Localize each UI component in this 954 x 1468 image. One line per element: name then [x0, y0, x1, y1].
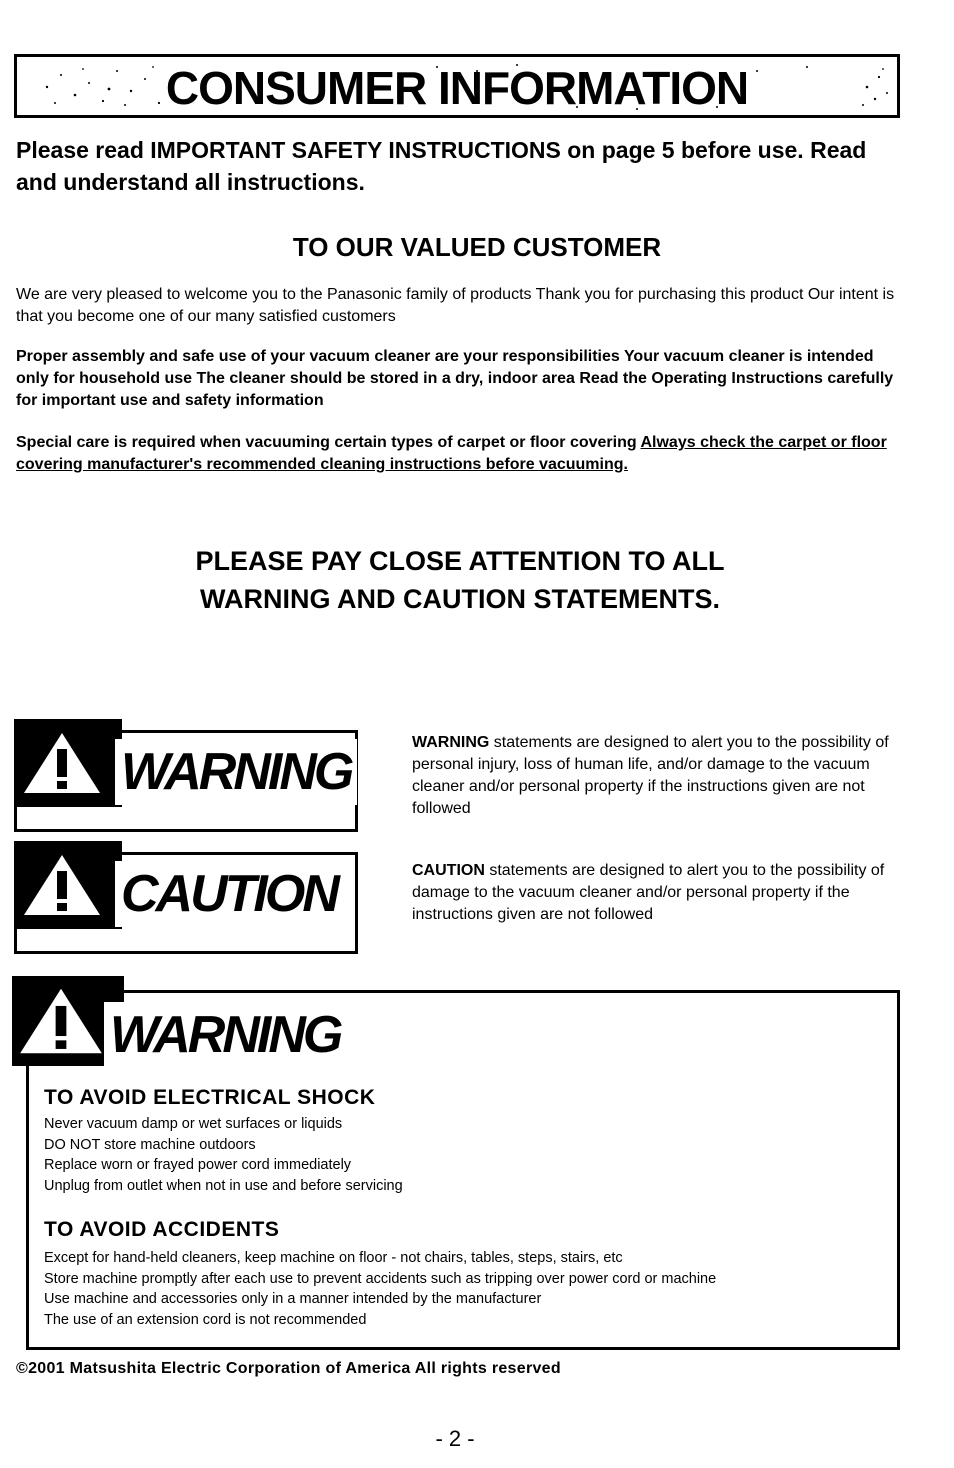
list-item: Use machine and accessories only in a manner intended by the manufacturer: [44, 1291, 542, 1307]
list-item: The use of an extension cord is not recommended: [44, 1311, 367, 1328]
customer-section-title: TO OUR VALUED CUSTOMER: [292, 232, 662, 262]
list-item: Unplug from outlet when not in use and before servicing: [44, 1177, 403, 1194]
list-item: Except for hand-held cleaners, keep machine on floor - not chairs, tables, steps, stairs, etc: [44, 1250, 623, 1266]
special-care-text: Special care is required when vacuuming certain types of carpet or floor covering: [16, 434, 641, 451]
copyright-notice: ©2001 Matsushita Electric Corporation of America All rights reserved: [16, 1360, 561, 1377]
header-banner: [14, 54, 900, 118]
warning-definition-text: statements are designed to alert you to the possibility of personal injury, loss of human life, and/or damage to the vacuum cleaner and/or personal property if the instructions given are not followed: [412, 734, 889, 817]
page-number: - 2 -: [435, 1426, 475, 1451]
attention-line-2: WARNING AND CAUTION STATEMENTS.: [200, 584, 720, 614]
list-item: DO NOT store machine outdoors: [44, 1136, 256, 1153]
caution-definition: [412, 860, 902, 926]
caution-definition-text: statements are designed to alert you to the possibility of damage to the vacuum cleaner and/or personal property if the instructions given are not followed: [412, 862, 885, 923]
attention-heading: [0, 542, 920, 618]
warning-triangle-icon: [22, 731, 102, 795]
special-care-underlined: Always check the carpet or floor covering manufacturer's recommended cleaning instructions before vacuuming.: [16, 434, 887, 473]
safety-warning-word: WARNING: [104, 1002, 346, 1068]
welcome-paragraph: We are very pleased to welcome you to the Panasonic family of products Thank you for purchasing this product Our intent is that you become one of our many satisfied customers: [16, 286, 895, 325]
warning-label-black-panel: [14, 719, 122, 807]
caution-label-black-panel: [14, 841, 122, 929]
accidents-heading: TO AVOID ACCIDENTS: [44, 1218, 280, 1241]
attention-line-1: PLEASE PAY CLOSE ATTENTION TO ALL: [195, 546, 725, 576]
caution-label-word: CAUTION: [115, 861, 343, 927]
responsibility-paragraph: Proper assembly and safe use of your vacuum cleaner are your responsibilities Your vacuum cleaner is intended only for household use The cleaner should be stored in a dry, indoor area Read the Operating Instructions carefully for important use and safety information: [16, 348, 894, 409]
intro-notice: Please read IMPORTANT SAFETY INSTRUCTIONS on page 5 before use. Read and understand all instructions.: [16, 137, 867, 195]
warning-label: [14, 730, 358, 832]
warning-definition-lead: WARNING: [412, 734, 490, 751]
electrical-shock-list: [44, 1114, 403, 1196]
warning-triangle-icon: [22, 853, 102, 917]
warning-definition: [412, 732, 902, 820]
caution-definition-lead: CAUTION: [412, 862, 485, 879]
special-care-paragraph: [16, 432, 896, 476]
warning-label-word: WARNING: [115, 739, 357, 805]
list-item: Replace worn or frayed power cord immediately: [44, 1157, 352, 1173]
list-item: Store machine promptly after each use to prevent accidents such as tripping over power cord or machine: [44, 1270, 717, 1287]
list-item: Never vacuum damp or wet surfaces or liquids: [44, 1116, 343, 1132]
accidents-list: [44, 1248, 716, 1330]
electrical-shock-heading: TO AVOID ELECTRICAL SHOCK: [44, 1086, 376, 1109]
caution-label: [14, 852, 358, 954]
warning-triangle-icon: [18, 986, 104, 1056]
page-title: CONSUMER INFORMATION: [165, 62, 749, 114]
